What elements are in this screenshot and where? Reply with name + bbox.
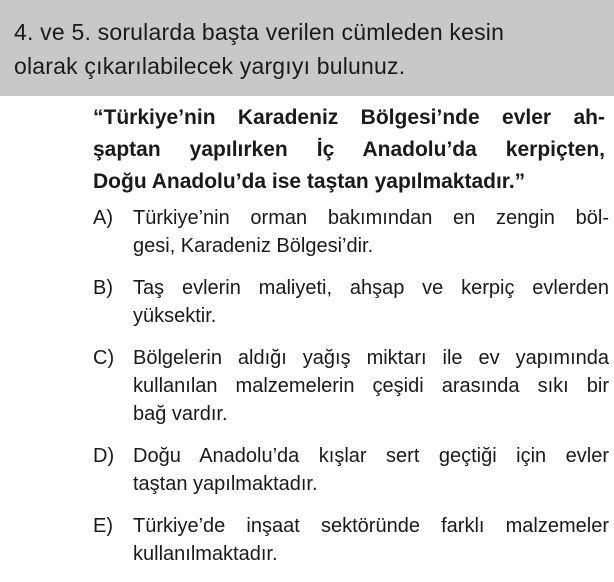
option-a-line-2: gesi, Karadeniz Bölgesi’dir. xyxy=(133,235,374,257)
option-d-line-1: Doğu Anadolu’da kışlar sert geçtiği için evler xyxy=(133,445,609,467)
option-c-line-3: bağ vardır. xyxy=(133,403,228,425)
instruction-line-1: 4. ve 5. sorularda başta verilen cümleden kesin xyxy=(14,19,505,45)
option-c-line-1: Bölgelerin aldığı yağış miktarı ile ev yapımında xyxy=(133,347,609,369)
option-d-line-2: taştan yapılmaktadır. xyxy=(133,473,318,495)
statement-line-1: “Türkiye’nin Karadeniz Bölgesi’nde evler ah- xyxy=(93,106,605,129)
question-statement xyxy=(93,102,605,198)
instruction-line-2: olarak çıkarılabilecek yargıyı bulunuz. xyxy=(14,53,406,79)
option-e-line-2: kullanılmaktadır. xyxy=(133,543,278,565)
option-e-line-1: Türkiye’de inşaat sektöründe farklı malzemeler xyxy=(133,515,609,537)
statement-line-2: şaptan yapılırken İç Anadolu’da kerpiçten, xyxy=(93,138,605,161)
option-a-line-1: Türkiye’nin orman bakımından en zengin böl- xyxy=(133,207,609,229)
option-c[interactable] xyxy=(93,344,609,428)
option-a[interactable] xyxy=(93,204,609,260)
option-d-letter: D) xyxy=(93,445,115,467)
option-a-text xyxy=(133,204,609,260)
option-b[interactable] xyxy=(93,274,609,330)
option-c-text xyxy=(133,344,609,428)
statement-line-3: Doğu Anadolu’da ise taştan yapılmaktadır.” xyxy=(93,170,526,193)
option-d[interactable] xyxy=(93,442,609,498)
option-c-line-2: kullanılan malzemelerin çeşidi arasında sıkı bir xyxy=(133,375,609,397)
option-b-text xyxy=(133,274,609,330)
option-b-letter: B) xyxy=(93,277,113,299)
option-e-letter: E) xyxy=(93,515,113,537)
option-b-line-1: Taş evlerin maliyeti, ahşap ve kerpiç evlerden xyxy=(133,277,609,299)
instruction-banner xyxy=(0,0,614,96)
option-d-text xyxy=(133,442,609,498)
answer-options xyxy=(93,204,609,582)
option-e[interactable] xyxy=(93,512,609,568)
option-c-letter: C) xyxy=(93,347,115,369)
option-e-text xyxy=(133,512,609,568)
option-b-line-2: yüksektir. xyxy=(133,305,217,327)
option-a-letter: A) xyxy=(93,207,113,229)
